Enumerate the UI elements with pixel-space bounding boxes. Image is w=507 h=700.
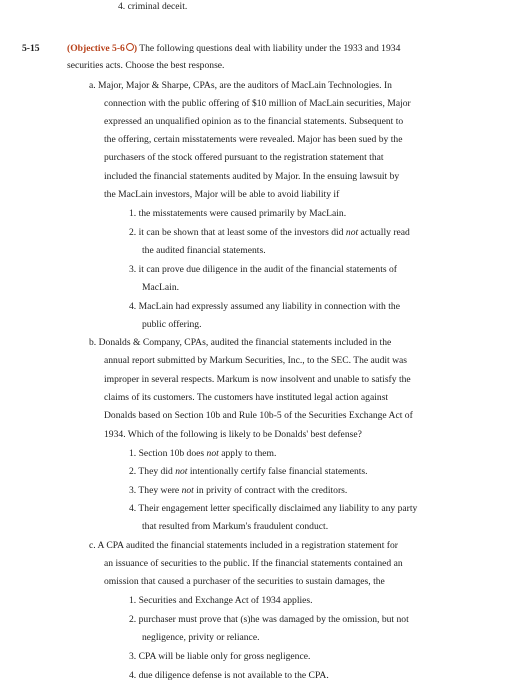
question-b-line: b. Donalds & Company, CPAs, audited the financial statements included in the: [89, 337, 392, 348]
option-c3: 3. CPA will be liable only for gross negligence.: [129, 651, 311, 662]
objective-icon: [126, 43, 134, 51]
option-a3-cont: MacLain.: [142, 282, 180, 293]
question-a-line: expressed an unqualified opinion as to the financial statements. Subsequent to: [104, 116, 404, 127]
option-b4: 4. Their engagement letter specifically disclaimed any liability to any party: [129, 503, 418, 514]
objective-close: ): [133, 43, 138, 54]
question-b-line: Donalds based on Section 10b and Rule 10b-5 of the Securities Exchange Act of: [104, 410, 413, 421]
option-c2-cont: negligence, privity or reliance.: [142, 632, 260, 643]
option-a3: 3. it can prove due diligence in the audit of the financial statements of: [129, 264, 398, 275]
question-b-line: annual report submitted by Markum Securities, Inc., to the SEC. The audit was: [104, 355, 408, 366]
question-b-line: claims of its customers. The customers have instituted legal action against: [104, 392, 389, 403]
option-b3: 3. They were not in privity of contract with the creditors.: [129, 485, 348, 496]
question-a-line: the offering, certain misstatements were revealed. Major has been sued by the: [104, 134, 403, 145]
problem-stem-line: [67, 43, 400, 55]
question-a-line: a. Major, Major & Sharpe, CPAs, are the auditors of MacLain Technologies. In: [89, 80, 392, 91]
option-b1: 1. Section 10b does not apply to them.: [129, 448, 277, 459]
question-b-line: 1934. Which of the following is likely to be Donalds' best defense?: [104, 429, 362, 440]
problem-number: 5-15: [22, 43, 40, 54]
option-a2: 2. it can be shown that at least some of the investors did not actually read: [129, 227, 410, 238]
option-b4-cont: that resulted from Markum's fraudulent conduct.: [142, 521, 329, 532]
question-a-line: connection with the public offering of $10 million of MacLain securities, Major: [104, 98, 411, 109]
question-a-line: included the financial statements audited by Major. In the ensuing lawsuit by: [104, 171, 400, 182]
question-c-line: omission that caused a purchaser of the securities to sustain damages, the: [104, 576, 385, 587]
option-c2: 2. purchaser must prove that (s)he was damaged by the omission, but not: [129, 614, 409, 625]
option-b2: 2. They did not intentionally certify false financial statements.: [129, 466, 368, 477]
objective-label: (Objective 5-6: [67, 43, 125, 54]
option-a2-cont: the audited financial statements.: [142, 245, 266, 256]
question-c-line: c. A CPA audited the financial statements included in a registration statement for: [89, 540, 398, 551]
prior-option-line: 4. criminal deceit.: [118, 1, 188, 12]
stem-text: The following questions deal with liability under the 1933 and 1934: [137, 43, 401, 54]
option-a4: 4. MacLain had expressly assumed any liability in connection with the: [129, 301, 400, 312]
question-a-line: purchasers of the stock offered pursuant to the registration statement that: [104, 152, 384, 163]
question-a-line: the MacLain investors, Major will be able to avoid liability if: [104, 189, 340, 200]
option-c1: 1. Securities and Exchange Act of 1934 applies.: [129, 595, 313, 606]
option-a4-cont: public offering.: [142, 319, 202, 330]
option-c4: 4. due diligence defense is not available to the CPA.: [129, 670, 329, 681]
question-b-line: improper in several respects. Markum is now insolvent and unable to satisfy the: [104, 374, 411, 385]
option-a1: 1. the misstatements were caused primarily by MacLain.: [129, 208, 347, 219]
question-c-line: an issuance of securities to the public. If the financial statements contained an: [104, 558, 403, 569]
problem-stem-line: securities acts. Choose the best response.: [67, 60, 225, 71]
